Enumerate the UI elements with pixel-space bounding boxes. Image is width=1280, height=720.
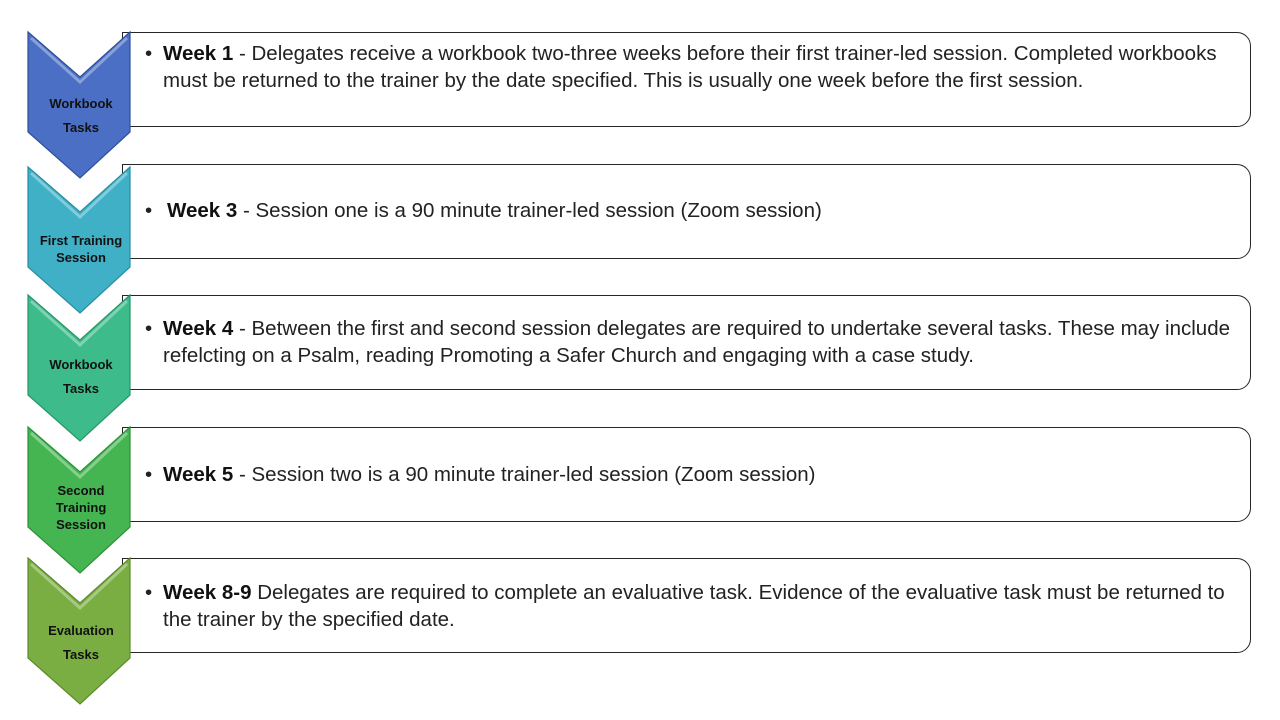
process-step-1: [0, 32, 1280, 182]
chevron-label-line: First Training: [39, 233, 123, 248]
bullet: •: [145, 42, 153, 65]
chevron-label-line: Evaluation: [48, 623, 114, 638]
chevron-label: [34, 353, 128, 401]
step-week: Week 4: [163, 317, 234, 340]
chevron-label-line: Training: [55, 500, 107, 515]
process-step-5: [0, 558, 1280, 708]
bullet: •: [145, 317, 153, 340]
step-description: [145, 461, 1240, 488]
process-step-4: [0, 427, 1280, 577]
chevron-label-line: Tasks: [63, 647, 99, 662]
step-text: Delegates are required to complete an evaluative task. Evidence of the evaluative task must be returned to the trainer by the specified date.: [163, 581, 1225, 631]
chevron-step-5: [28, 558, 132, 704]
chevron-step-4: [28, 427, 132, 573]
step-description: [145, 315, 1240, 369]
chevron-label: [34, 619, 128, 667]
chevron-label-line: Session: [56, 517, 106, 532]
step-description: [145, 579, 1240, 633]
chevron-label-line: Second: [57, 483, 105, 498]
step-text: - Session one is a 90 minute trainer-led session (Zoom session): [237, 199, 822, 222]
bullet: •: [145, 463, 153, 486]
chevron-step-1: [28, 32, 132, 178]
step-text: - Between the first and second session delegates are required to undertake several tasks. These may include refelcting on a Psalm, reading Promoting a Safer Church and engaging with a case study.: [163, 317, 1230, 367]
chevron-label: [34, 482, 128, 533]
chevron-step-2: [28, 167, 132, 313]
chevron-label-line: Workbook: [49, 96, 113, 111]
step-week: Week 8-9: [163, 581, 252, 604]
step-week: Week 5: [163, 463, 234, 486]
step-week: Week 3: [167, 199, 238, 222]
bullet: •: [145, 199, 153, 222]
chevron-step-3: [28, 295, 132, 441]
chevron-label: [34, 92, 128, 140]
step-description: [145, 197, 1240, 224]
bullet: •: [145, 581, 153, 604]
chevron-label-line: Session: [56, 250, 106, 265]
chevron-label-line: Workbook: [49, 357, 113, 372]
step-text: - Session two is a 90 minute trainer-led session (Zoom session): [233, 463, 816, 486]
process-step-2: [0, 164, 1280, 314]
process-step-3: [0, 295, 1280, 445]
chevron-label-line: Tasks: [63, 381, 99, 396]
chevron-label-line: Tasks: [63, 120, 99, 135]
step-text: - Delegates receive a workbook two-three weeks before their first trainer-led session. Completed workbooks must be returned to the trainer by the date specified. This is usually one week before the first session.: [163, 42, 1217, 92]
step-week: Week 1: [163, 42, 234, 65]
step-description: [145, 40, 1240, 94]
chevron-label: [34, 232, 128, 266]
